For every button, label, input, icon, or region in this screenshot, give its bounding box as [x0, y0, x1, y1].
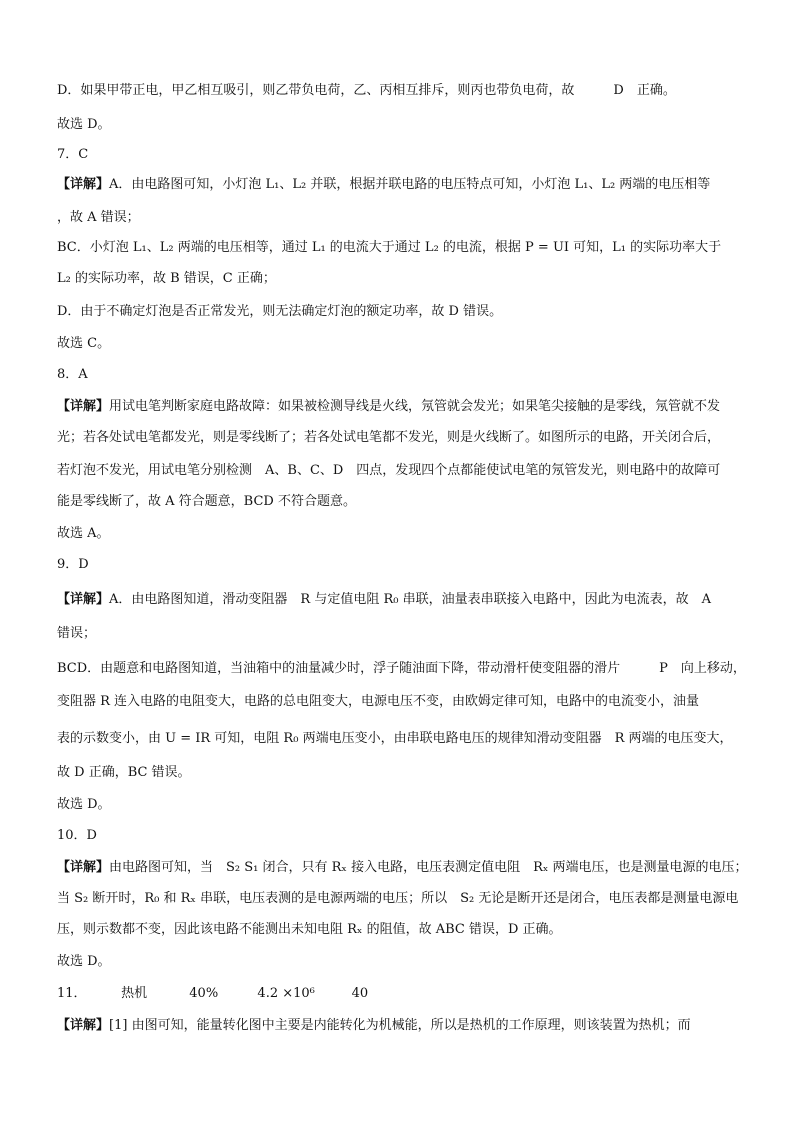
text-line: 变阻器 R 连入电路的电阻变大，电路的总电阻变大，电源电压不变，由欧姆定律可知，电路中的电流变小，油量 [57, 694, 700, 709]
text-line: 故选 A。 [57, 526, 110, 541]
text-line: BC．小灯泡 L₁、L₂ 两端的电压相等，通过 L₁ 的电流大于通过 L₂ 的电流，根据 P = UI 可知，L₁ 的实际功率大于 [57, 240, 722, 255]
text-line: 压，则示数都不变，因此该电路不能测出未知电阻 Rₓ 的阻值，故 ABC 错误，D 正确。 [57, 922, 562, 937]
detail-tag: 【详解】 [57, 860, 110, 875]
detail-tag: 【详解】 [57, 592, 110, 607]
detail-tag: 【详解】 [57, 1018, 110, 1033]
text-line: 故选 D。 [57, 117, 111, 132]
text-line: 故选 C。 [57, 336, 111, 351]
detail-tag: 【详解】 [57, 399, 110, 414]
text-line: 光；若各处试电笔都发光，则是零线断了；若各处试电笔都不发光，则是火线断了。如图所示的电路，开关闭合后， [57, 430, 721, 445]
answer-blank-2: 40% [189, 986, 219, 1001]
text-line: 故选 D。 [57, 797, 111, 812]
text-line: BCD．由题意和电路图知道，当油箱中的油量减少时，浮子随油面下降，带动滑杆使变阻器的滑片 P 向上移动， [57, 661, 746, 676]
text-line: ，故 A 错误； [57, 210, 140, 225]
question-number: 9．D [57, 557, 89, 572]
answer-blank-4: 40 [351, 986, 369, 1001]
text-line: D．由于不确定灯泡是否正常发光，则无法确定灯泡的额定功率，故 D 错误。 [57, 304, 503, 319]
text-line: 【详解】A．由电路图可知，小灯泡 L₁、L₂ 并联，根据并联电路的电压特点可知，小灯泡 L₁、L₂ 两端的电压相等 [57, 177, 711, 192]
text-line: 能是零线断了，故 A 符合题意，BCD 不符合题意。 [57, 494, 356, 509]
answer-blank-3: 4.2 ×10⁶ [257, 986, 315, 1001]
text-line: 【详解】A．由电路图知道，滑动变阻器 R 与定值电阻 R₀ 串联，油量表串联接入电路中，因此为电流表，故 A [57, 592, 711, 607]
question-number: 10．D [57, 828, 97, 843]
text-line: 【详解】由电路图可知，当 S₂ S₁ 闭合，只有 Rₓ 接入电路，电压表测定值电阻 Rₓ 两端电压，也是测量电源的电压； [57, 860, 748, 875]
text-line: 表的示数变小，由 U = IR 可知，电阻 R₀ 两端电压变小，由串联电路电压的规律知滑动变阻器 R 两端的电压变大， [57, 731, 733, 746]
question-number: 7．C [57, 147, 89, 162]
question-number: 8．A [57, 367, 88, 382]
detail-tag: 【详解】 [57, 177, 110, 192]
text-line: 当 S₂ 断开时，R₀ 和 Rₓ 串联，电压表测的是电源两端的电压；所以 S₂ 无论是断开还是闭合，电压表都是测量电源电 [57, 891, 739, 906]
question-11-answers [57, 984, 747, 1004]
text-line: 【详解】[1] 由图可知，能量转化图中主要是内能转化为机械能，所以是热机的工作原理，则该装置为热机；而 [57, 1018, 691, 1033]
text-line: 故选 D。 [57, 954, 111, 969]
answer-blank-1: 热机 [121, 986, 148, 1001]
text-line: D．如果甲带正电，甲乙相互吸引，则乙带负电荷，乙、丙相互排斥，则丙也带负电荷，故 D 正确。 [57, 83, 676, 98]
text-line: 若灯泡不发光，用试电笔分别检测 A、B、C、D 四点，发现四个点都能使试电笔的氖管发光，则电路中的故障可 [57, 463, 721, 478]
text-line: 错误； [57, 626, 97, 641]
text-line: L₂ 的实际功率，故 B 错误，C 正确； [57, 271, 276, 286]
question-number: 11． [57, 986, 87, 1001]
text-line: 故 D 正确，BC 错误。 [57, 765, 191, 780]
text-line: 【详解】用试电笔判断家庭电路故障：如果被检测导线是火线，氖管就会发光；如果笔尖接触的是零线，氖管就不发 [57, 399, 721, 414]
